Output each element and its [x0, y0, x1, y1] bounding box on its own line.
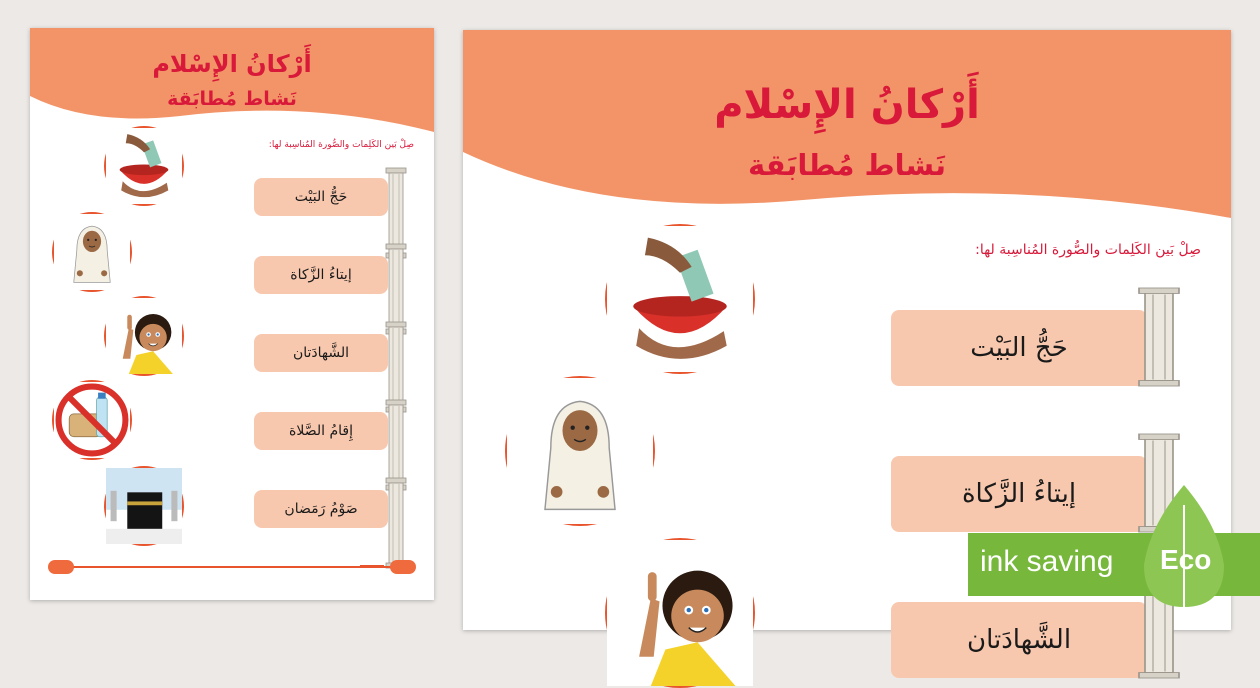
worksheet-subtitle: نَشاط مُطابَقة — [167, 88, 297, 110]
worksheet-title: أَرْكانُ الإِسْلام — [714, 82, 980, 128]
pillar-icon — [386, 244, 406, 334]
praying-girl-picture — [52, 212, 132, 292]
charity-picture — [605, 224, 755, 374]
header-banner — [463, 30, 1231, 230]
word-box: حَجُّ البَيْت — [891, 310, 1147, 386]
pillar-icon — [1139, 288, 1179, 386]
word-box: إِقامُ الصَّلاة — [254, 412, 388, 450]
worksheet-title: أَرْكانُ الإِسْلام — [152, 50, 312, 78]
pillar-icon — [386, 322, 406, 412]
publisher-logo-icon — [390, 560, 416, 574]
pillar-icon — [386, 478, 406, 568]
worksheet-instruction: صِلْ بَين الكَلِمات والصُّورة المُناسِبة لها: — [975, 242, 1201, 258]
word-box: الشَّهادَتان — [891, 602, 1147, 678]
worksheet-preview-small — [30, 28, 434, 600]
charity-picture — [104, 126, 184, 206]
publisher-logo-icon — [48, 560, 74, 574]
pillar-icon — [386, 400, 406, 490]
ink-saving-label: ink saving — [980, 545, 1114, 578]
pointing-boy-picture — [605, 538, 755, 688]
eco-label: Eco — [1160, 544, 1212, 575]
word-box: إيتاءُ الزَّكاة — [891, 456, 1147, 532]
header-banner — [30, 28, 434, 138]
kaaba-picture — [104, 466, 184, 546]
worksheet-subtitle: نَشاط مُطابَقة — [748, 148, 946, 182]
no-food-drink-picture — [52, 380, 132, 460]
word-box: إيتاءُ الزَّكاة — [254, 256, 388, 294]
word-box: الشَّهادَتان — [254, 334, 388, 372]
word-box: صَوْمُ رَمَضان — [254, 490, 388, 528]
footer-link-mark — [360, 565, 384, 568]
praying-girl-picture — [505, 376, 655, 526]
worksheet-instruction: صِلْ بَين الكَلِمات والصُّورة المُناسِبة لها: — [268, 140, 414, 150]
pointing-boy-picture — [104, 296, 184, 376]
word-box: حَجُّ البَيْت — [254, 178, 388, 216]
